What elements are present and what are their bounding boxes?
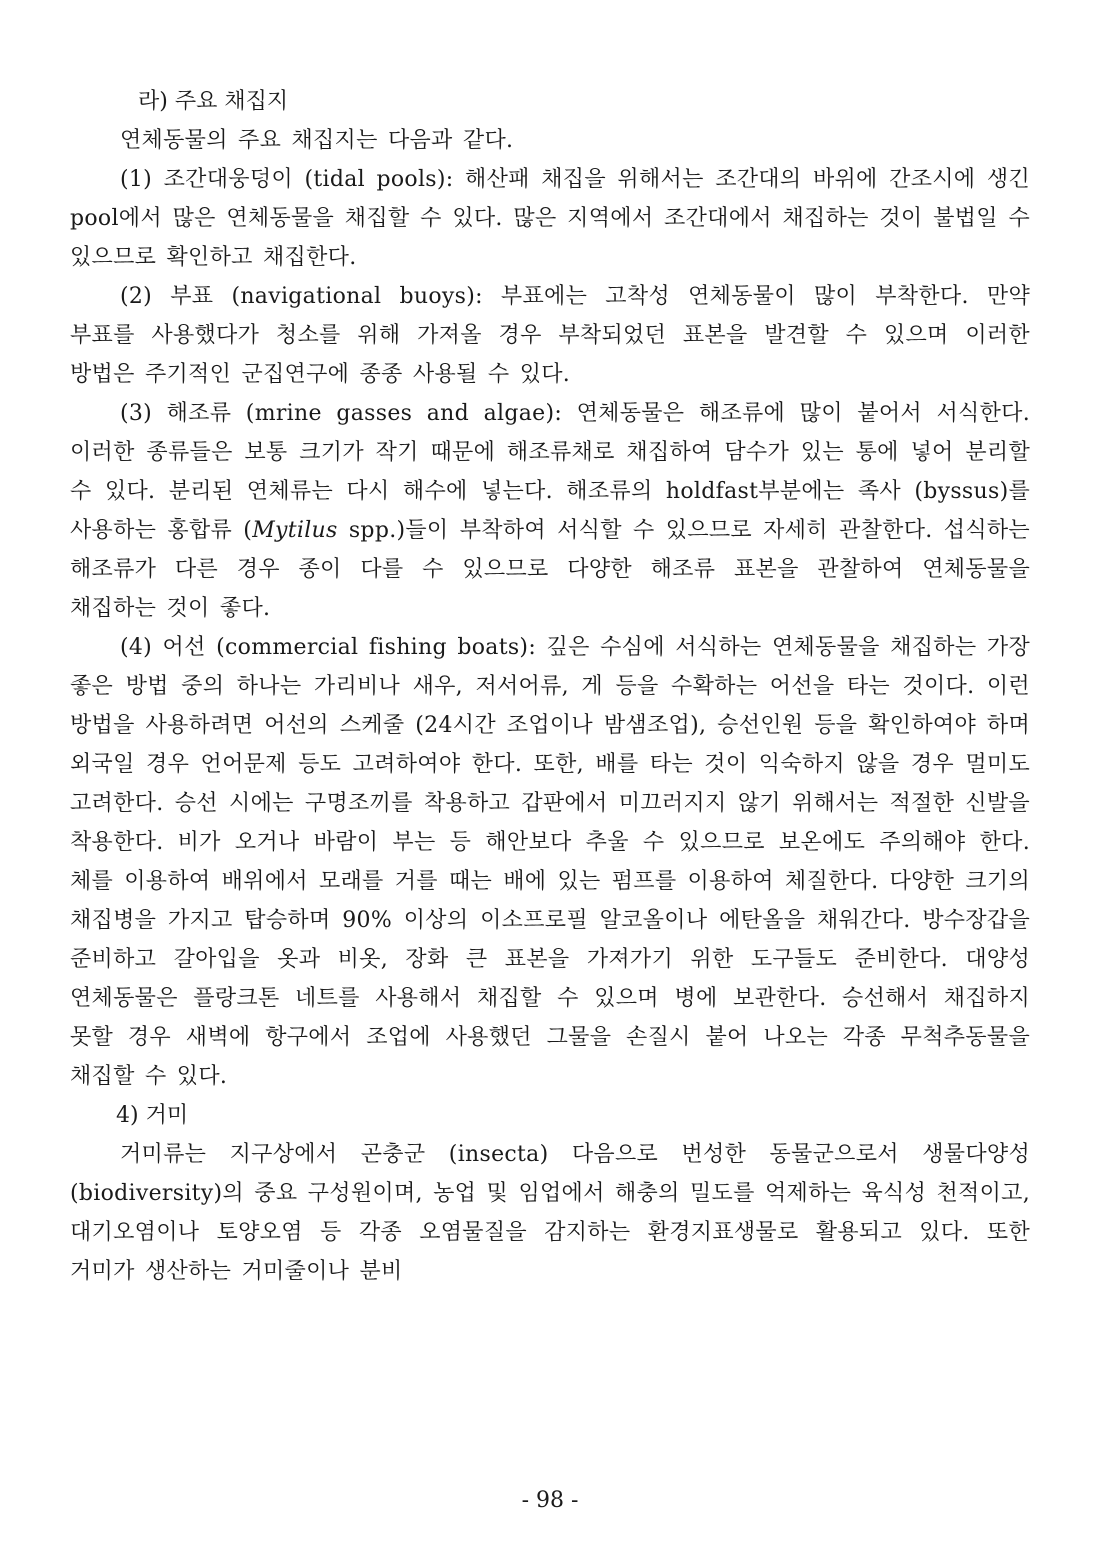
- item-algae: [70, 394, 1030, 628]
- item-tidal-pools: (1) 조간대웅덩이 (tidal pools): 해산패 채집을 위해서는 조간대의 바위에 간조시에 생긴 pool에서 많은 연체동물을 채집할 수 있다. 많은 지역에서 조간대에서 채집하는 것이 불법일 수 있으므로 확인하고 채집한다.: [70, 167, 1030, 270]
- document-body: [70, 82, 1030, 1291]
- item-buoys: (2) 부표 (navigational buoys): 부표에는 고착성 연체동물이 많이 부착한다. 만약 부표를 사용했다가 청소를 위해 가져올 경우 부착되었던 표본을 발견할 수 있으며 이러한 방법은 주기적인 군집연구에 종종 사용될 수 있다.: [70, 284, 1030, 387]
- genus-name: Mytilus: [252, 518, 338, 543]
- intro-paragraph: 연체동물의 주요 채집지는 다음과 같다.: [120, 128, 514, 153]
- spider-paragraph: 거미류는 지구상에서 곤충군 (insecta) 다음으로 번성한 동물군으로서 생물다양성 (biodiversity)의 중요 구성원이며, 농업 및 임업에서 해충의 밀도를 억제하는 육식성 천적이고, 대기오염이나 토양오염 등 각종 오염물질을 감지하는 환경지표생물로 활용되고 있다. 또한 거미가 생산하는 거미줄이나 분비: [70, 1142, 1030, 1284]
- page-number: - 98 -: [521, 1488, 579, 1513]
- section-heading-spiders: 4) 거미: [116, 1103, 189, 1128]
- item-algae-text-2: spp.)들이 부착하여 서식할 수 있으므로 자세히 관찰한다. 섭식하는 해조류가 다른 경우 종이 다를 수 있으므로 다양한 해조류 표본을 관찰하여 연체동물을 채집하는 것이 좋다.: [70, 518, 1030, 621]
- section-heading-collection-sites: 라) 주요 채집지: [138, 89, 289, 114]
- item-algae-text-1: (3) 해조류 (mrine gasses and algae): 연체동물은 해조류에 많이 붙어서 서식한다. 이러한 종류들은 보통 크기가 작기 때문에 해조류채로 채집하여 담수가 있는 통에 넣어 분리할 수 있다. 분리된 연체류는 다시 해수에 넣는다. 해조류의 holdfast부분에는 족사 (byssus)를 사용하는 홍합류 (: [70, 401, 1030, 543]
- item-fishing-boats: (4) 어선 (commercial fishing boats): 깊은 수심에 서식하는 연체동물을 채집하는 가장 좋은 방법 중의 하나는 가리비나 새우, 저서어류, 게 등을 수확하는 어선을 타는 것이다. 이런 방법을 사용하려면 어선의 스케줄 (24시간 조업이나 밤샘조업), 승선인원 등을 확인하여야 하며 외국일 경우 언어문제 등도 고려하여야 한다. 또한, 배를 타는 것이 익숙하지 않을 경우 멀미도 고려한다. 승선 시에는 구명조끼를 착용하고 갑판에서 미끄러지지 않기 위해서는 적절한 신발을 착용한다. 비가 오거나 바람이 부는 등 해안보다 추울 수 있으므로 보온에도 주의해야 한다. 체를 이용하여 배위에서 모래를 거를 때는 배에 있는 펌프를 이용하여 체질한다. 다양한 크기의 채집병을 가지고 탑승하며 90% 이상의 이소프로필 알코올이나 에탄올을 채워간다. 방수장갑을 준비하고 갈아입을 옷과 비옷, 장화 큰 표본을 가져가기 위한 도구들도 준비한다. 대양성 연체동물은 플랑크톤 네트를 사용해서 채집할 수 있으며 병에 보관한다. 승선해서 채집하지 못할 경우 새벽에 항구에서 조업에 사용했던 그물을 손질시 붙어 나오는 각종 무척추동물을 채집할 수 있다.: [70, 635, 1030, 1089]
